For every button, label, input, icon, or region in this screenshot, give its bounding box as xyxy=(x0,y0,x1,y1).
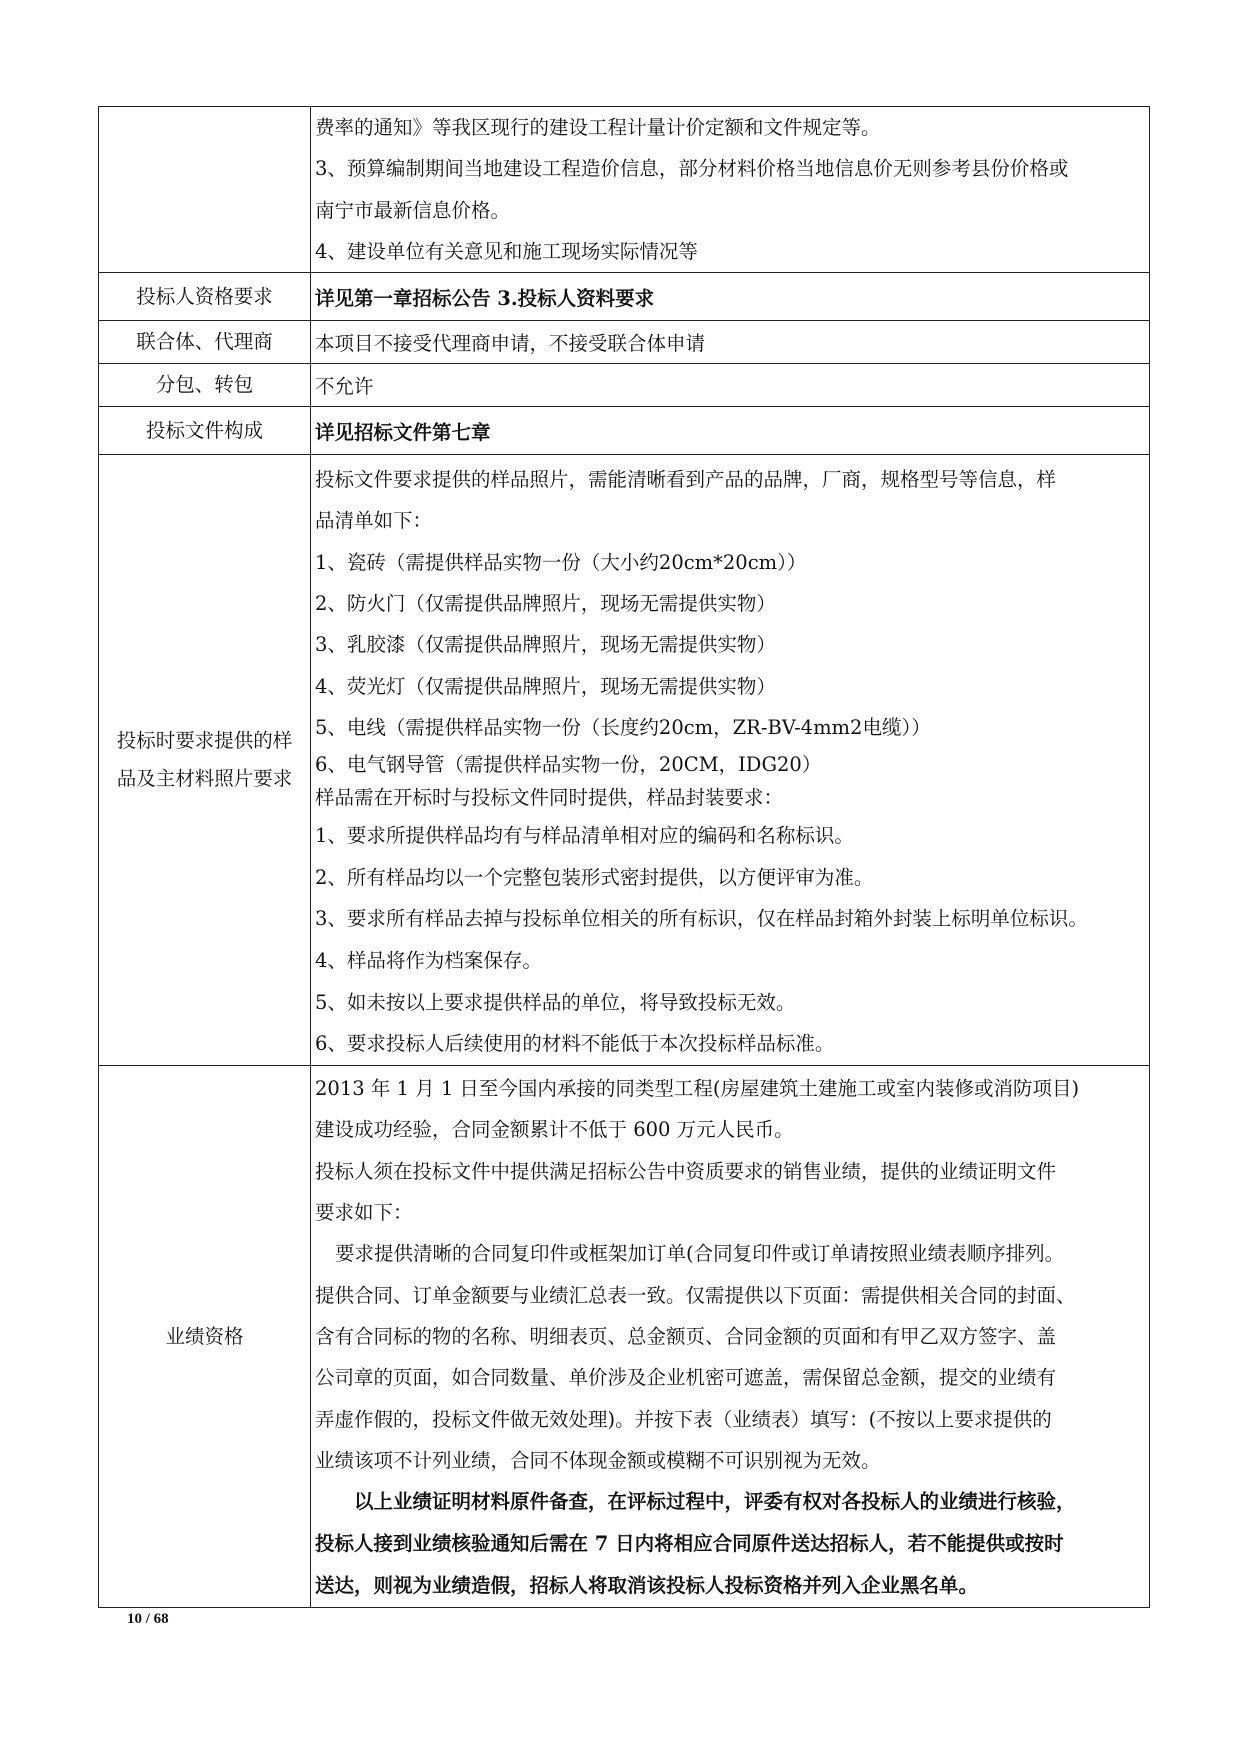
content-line: 2013 年 1 月 1 日至今国内承接的同类型工程(房屋建筑土建施工或室内装修或消防项目) xyxy=(315,1077,1080,1101)
content-line: 5、如未按以上要求提供样品的单位，将导致投标无效。 xyxy=(315,990,796,1014)
content-line: 要求如下： xyxy=(315,1201,413,1225)
content-line: 2、所有样品均以一个完整包装形式密封提供，以方便评审为准。 xyxy=(315,865,874,889)
content-line: 要求提供清晰的合同复印件或框架加订单(合同复印件或订单请按照业绩表顺序排列。 xyxy=(335,1242,1065,1266)
basis-continuation-cell xyxy=(311,107,1150,273)
content-line: 2、防火门（仅需提供品牌照片，现场无需提供实物） xyxy=(315,592,776,616)
content-line: 品清单如下： xyxy=(315,509,433,533)
bid-docs-value: 详见招标文件第七章 xyxy=(311,407,1150,455)
content-line: 提供合同、订单金额要与业绩汇总表一致。仅需提供以下页面：需提供相关合同的封面、 xyxy=(315,1283,1076,1307)
content-line: 3、乳胶漆（仅需提供品牌照片，现场无需提供实物） xyxy=(315,633,776,657)
content-line: 费率的通知》等我区现行的建设工程计量计价定额和文件规定等。 xyxy=(315,116,881,139)
consortium-label: 联合体、代理商 xyxy=(99,321,311,364)
content-line: 4、建设单位有关意见和施工现场实际情况等 xyxy=(315,239,698,263)
content-line: 3、要求所有样品去掉与投标单位相关的所有标识，仅在样品封箱外封装上标明单位标识。 xyxy=(315,907,1088,931)
content-line: 弄虚作假的，投标文件做无效处理)。并按下表（业绩表）填写：(不按以上要求提供的 xyxy=(315,1407,1052,1431)
subcontract-label: 分包、转包 xyxy=(99,364,311,407)
page-number: 10 / 68 xyxy=(127,1611,169,1627)
table-row xyxy=(99,273,1150,321)
content-line: 6、电气钢导管（需提供样品实物一份，20CM，IDG20） xyxy=(315,753,822,777)
row-label-empty xyxy=(99,107,311,273)
samples-label-line: 投标时要求提供的样 xyxy=(116,729,293,753)
table-row xyxy=(99,1066,1150,1608)
performance-label: 业绩资格 xyxy=(99,1066,311,1608)
bold-line: 以上业绩证明材料原件备查，在评标过程中，评委有权对各投标人的业绩进行核验， xyxy=(354,1490,1076,1514)
content-line: 6、要求投标人后续使用的材料不能低于本次投标样品标准。 xyxy=(315,1032,835,1056)
table-row xyxy=(99,321,1150,364)
consortium-value: 本项目不接受代理商申请，不接受联合体申请 xyxy=(311,321,1150,364)
content-line: 3、预算编制期间当地建设工程造价信息，部分材料价格当地信息价无则参考县份价格或 xyxy=(315,157,1069,181)
content-line: 公司章的页面，如合同数量、单价涉及企业机密可遮盖，需保留总金额，提交的业绩有 xyxy=(315,1366,1057,1390)
content-line: 5、电线（需提供样品实物一份（长度约20cm，ZR-BV-4mm2电缆）） xyxy=(315,715,931,739)
content-line: 投标文件要求提供的样品照片，需能清晰看到产品的品牌，厂商，规格型号等信息，样 xyxy=(315,468,1057,492)
content-line: 投标人须在投标文件中提供满足招标公告中资质要求的销售业绩，提供的业绩证明文件 xyxy=(315,1159,1057,1183)
content-line: 4、样品将作为档案保存。 xyxy=(315,949,542,973)
table-row xyxy=(99,107,1150,273)
samples-label xyxy=(99,455,311,1066)
bold-line: 投标人接到业绩核验通知后需在 7 日内将相应合同原件送达招标人，若不能提供或按时 xyxy=(315,1532,1064,1556)
table-row xyxy=(99,407,1150,455)
subcontract-value: 不允许 xyxy=(311,364,1150,407)
content-line: 样品需在开标时与投标文件同时提供，样品封装要求： xyxy=(315,786,784,810)
samples-label-line: 品及主材料照片要求 xyxy=(116,767,293,791)
content-line: 建设成功经验，合同金额累计不低于 600 万元人民币。 xyxy=(315,1118,794,1142)
samples-content xyxy=(311,455,1150,1066)
content-line: 南宁市最新信息价格。 xyxy=(315,198,511,222)
requirements-table xyxy=(98,106,1150,1608)
table-row xyxy=(99,364,1150,407)
qualification-label: 投标人资格要求 xyxy=(99,273,311,321)
content-line: 1、瓷砖（需提供样品实物一份（大小约20cm*20cm）） xyxy=(315,550,807,574)
content-line: 业绩该项不计列业绩，合同不体现金额或模糊不可识别视为无效。 xyxy=(315,1448,881,1472)
performance-content xyxy=(311,1066,1150,1608)
table-row xyxy=(99,455,1150,1066)
bold-line: 送达，则视为业绩造假，招标人将取消该投标人投标资格并列入企业黑名单。 xyxy=(315,1574,979,1598)
content-line: 含有合同标的物的名称、明细表页、总金额页、合同金额的页面和有甲乙双方签字、盖 xyxy=(315,1324,1057,1348)
content-line: 4、荧光灯（仅需提供品牌照片，现场无需提供实物） xyxy=(315,674,776,698)
bid-docs-label: 投标文件构成 xyxy=(99,407,311,455)
qualification-value: 详见第一章招标公告 3.投标人资料要求 xyxy=(311,273,1150,321)
content-line: 1、要求所提供样品均有与样品清单相对应的编码和名称标识。 xyxy=(315,824,854,848)
